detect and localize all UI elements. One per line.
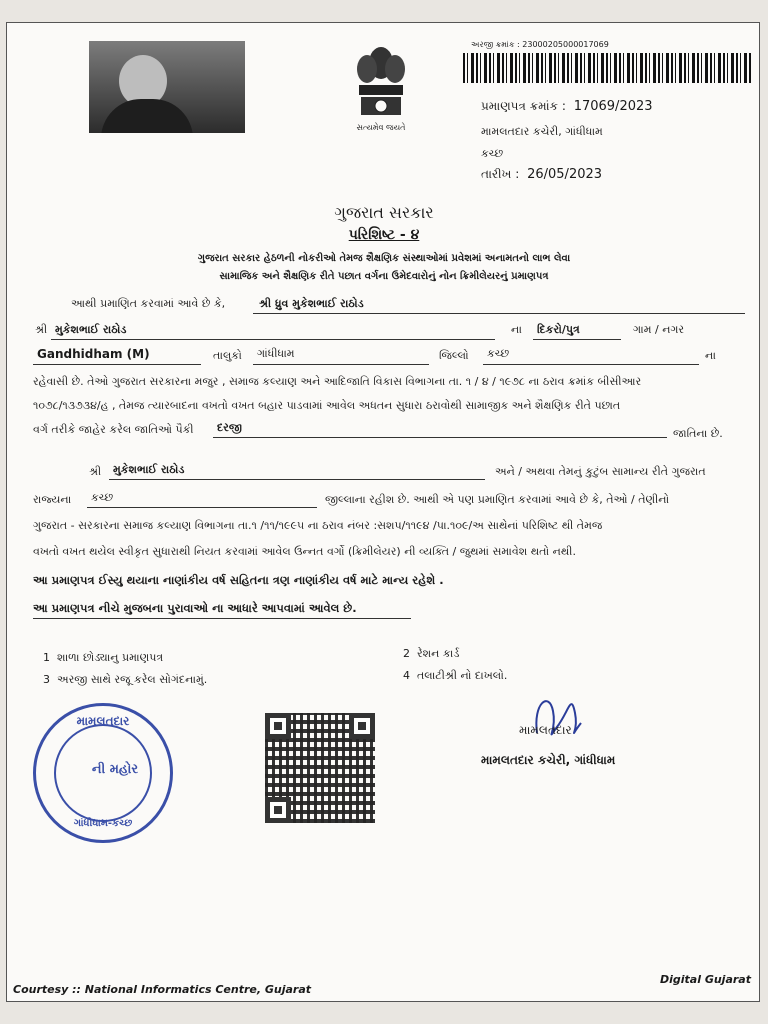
seal-bottom-text: ગાંધીધામ-કચ્છ — [73, 818, 133, 829]
issue-date: 26/05/2023 — [527, 167, 603, 182]
barcode — [463, 53, 753, 83]
relation: દિકરો/પુત્ર — [533, 323, 621, 340]
village-label: ગામ / નગર — [633, 323, 685, 336]
signatory-office: મામલતદાર કચેરી, ગાંધીધામ — [481, 753, 616, 767]
family-text: અને / અથવા તેમનું કુટુંબ સામાન્ય રીતે ગુજરાત — [495, 465, 706, 478]
annexure-title: પરિશિષ્ટ - ૪ — [348, 227, 420, 243]
district2-value: કચ્છ — [87, 491, 317, 508]
father-name2: મુકેશભાઈ રાઠોડ — [109, 463, 485, 480]
evidence-item: 2 રેશન કાર્ડ — [403, 647, 460, 660]
taluka-value: ગાંધીધામ — [253, 347, 429, 365]
caste-suffix: જાતિના છે. — [673, 427, 723, 440]
seal-middle-text: ની મહોર — [91, 762, 139, 777]
na2-label: ના — [705, 349, 716, 362]
certificate-page — [6, 22, 760, 1002]
evidence-intro: આ પ્રમાણપત્ર નીચે મુજબના પુરાવાઓ ના આધારે આપવામાં આવેલ છે. — [33, 601, 411, 619]
para1-line2: ૧૦૭૮/૧૩૭૩૪/હ , તેમજ ત્યારબાદના વખતો વખત બહાર પાડવામાં આવેલ અધતન સુધારા ઠરાવોથી સામાજીક અને શૈક્ષણિક રીતે પછાત — [33, 399, 621, 412]
qr-code — [265, 713, 375, 823]
para2-line1-suffix: જીલ્લાના રહીશ છે. આથી એ પણ પ્રમાણિત કરવામાં આવે છે કે, તેઓ / તેણીનો — [325, 493, 670, 506]
applicant-photo — [89, 41, 245, 133]
emblem-motto: સત્યમેવ જયતે — [356, 123, 406, 132]
para2-line2: ગુજરાત - સરકારના સમાજ કલ્યાણ વિભાગના તા.૧ /૧૧/૧૯૯૫ ના ઠરાવ નંબર :સશપ/૧૧૯૪ /પા.૧૦૯/અ સાથેનાં પરિશિષ્ટ થી તેમજ — [33, 519, 603, 532]
office-line1: મામલતદાર કચેરી, ગાંધીધામ — [481, 125, 603, 138]
validity-note: આ પ્રમાણપત્ર ઈસ્યુ થયાના નાણાંકીય વર્ષ સહિતના ત્રણ નાણાંકીય વર્ષ માટે માન્ય રહેશે . — [33, 573, 444, 587]
signatory-title: મામલતદાર — [519, 723, 572, 737]
seal-top-text: મામલતદાર — [76, 714, 130, 728]
para1-line1: રહેવાસી છે. તેઓ ગુજરાત સરકારના મજુર , સમાજ કલ્યાણ અને આદિજાતિ વિકાસ વિભાગના તા. ૧ / ૪ / ૧૯૭૮ ના ઠરાવ ક્રમાંક બીસીઆર — [33, 375, 642, 388]
application-number: અરજી ક્રમાંક : 23000205000017069 — [471, 40, 609, 49]
evidence-item: 4 તલાટીશ્રી નો દાખલો. — [403, 669, 508, 682]
na-label: ના — [511, 323, 522, 336]
government-title: ગુજરાત સરકાર — [334, 203, 434, 222]
state-emblem — [343, 41, 419, 133]
footer-brand: Digital Gujarat — [660, 973, 751, 986]
shri2-label: શ્રી — [89, 465, 102, 478]
evidence-item: 3 અરજી સાથે રજૂ કરેલ સોગંદનામું. — [43, 673, 208, 686]
taluka-label: તાલુકો — [213, 349, 242, 362]
office-line2: કચ્છ — [481, 147, 504, 160]
district-value: કચ્છ — [483, 347, 699, 365]
official-seal — [33, 703, 173, 843]
date-row: તારીખ : 26/05/2023 — [481, 167, 603, 182]
state-label: રાજ્યના — [33, 493, 72, 506]
applicant-name: શ્રી ધ્રુવ મુકેશભાઈ રાઠોડ — [253, 297, 745, 314]
certificate-number: 17069/2023 — [573, 99, 653, 114]
para2-line3: વખતો વખત થયેલ સ્વીકૃત સુધારાથી નિયત કરવામાં આવેલ ઉન્નત વર્ગો (ક્રિમીલેયર) ની વ્યક્તિ / જુથમાં સમાવેશ થતો નથી. — [33, 545, 576, 558]
caste-value: દરજી — [213, 421, 667, 438]
certify-intro: આથી પ્રમાણિત કરવામાં આવે છે કે, — [71, 297, 226, 310]
evidence-item: 1 શાળા છોડ્યાનુ પ્રમાણપત્ર — [43, 651, 164, 664]
district-label: જિલ્લો — [439, 349, 469, 362]
subtitle-line2: સામાજિક અને શૈક્ષણિક રીતે પછાત વર્ગના ઉમેદવારોનું નોન ક્રિમીલેયરનું પ્રમાણપત્ર — [219, 271, 549, 282]
shri-label: શ્રી — [35, 323, 48, 336]
subtitle-line1: ગુજરાત સરકાર હેઠળની નોકરીઓ તેમજ શૈક્ષણિક સંસ્થાઓમાં પ્રવેશમાં અનામતનો લાભ લેવા — [197, 253, 571, 264]
signature — [527, 683, 587, 753]
certificate-number-row: પ્રમાણપત્ર ક્રમાંક : 17069/2023 — [481, 99, 653, 114]
para1-line3: વર્ગ તરીકે જાહેર કરેલ જાતિઓ પૈકી — [33, 423, 194, 436]
footer-courtesy: Courtesy :: National Informatics Centre, Gujarat — [13, 983, 312, 996]
father-name: મુકેશભાઈ રાઠોડ — [51, 323, 495, 340]
village-value: Gandhidham (M) — [33, 347, 201, 365]
